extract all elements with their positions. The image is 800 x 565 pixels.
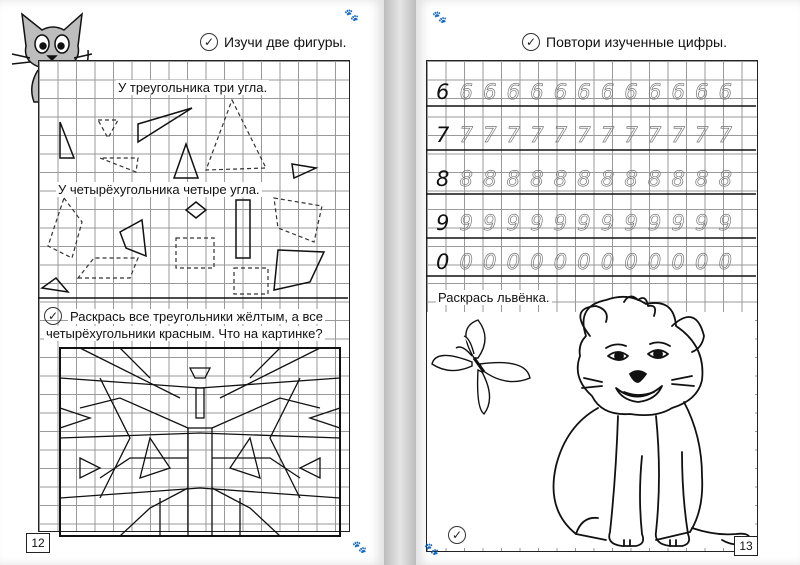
task2-heading	[44, 307, 325, 325]
page-number-box-right: 13	[734, 536, 758, 556]
task2-title-right: Раскрась львёнка.	[438, 290, 550, 305]
page-number-box: 12	[26, 533, 50, 553]
digit-row-6: 6 6 6 6 6 6 6 6 6 6 6 6 6	[436, 80, 732, 104]
right-page	[416, 0, 800, 565]
digit-sample: 8	[436, 167, 450, 191]
digit-row-7: 7 7 7 7 7 7 7 7 7 7 7 7 7	[436, 123, 732, 147]
left-page	[0, 0, 384, 565]
digit-row-0: 0 0 0 0 0 0 0 0 0 0 0 0 0	[436, 250, 732, 274]
digit-sample: 7	[436, 123, 450, 147]
check-icon: ✓	[522, 33, 540, 51]
triangle-text: У треугольника три угла.	[118, 80, 268, 95]
book-gutter	[384, 0, 416, 565]
paw-icon: 🐾	[352, 540, 367, 554]
task2-line1: Раскрась все треугольники жёлтым, а все	[70, 308, 323, 324]
task1-title: Изучи две фигуры.	[224, 34, 347, 50]
task2-line2: четырёхугольники красным. Что на картинке?	[46, 326, 323, 341]
paw-icon: 🐾	[424, 542, 439, 556]
check-icon: ✓	[44, 307, 62, 325]
digit-row-9: 9 9 9 9 9 9 9 9 9 9 9 9 9	[436, 211, 732, 235]
digit-sample: 9	[436, 211, 450, 235]
digit-sample: 0	[436, 250, 450, 274]
paw-icon: 🐾	[432, 10, 447, 24]
check-icon: ✓	[200, 33, 218, 51]
check-icon: ✓	[448, 526, 466, 544]
paw-icon: 🐾	[344, 8, 359, 22]
task1-title-right: Повтори изученные цифры.	[546, 34, 727, 50]
task1-heading-right	[522, 33, 727, 51]
mosaic-butterfly-icon	[60, 348, 340, 536]
quad-text: У четырёхугольника четыре угла.	[58, 182, 260, 197]
digit-row-8: 8 8 8 8 8 8 8 8 8 8 8 8 8	[436, 167, 732, 191]
lion-cub-icon	[506, 296, 756, 554]
digit-sample: 6	[436, 80, 450, 104]
task1-heading	[200, 33, 346, 51]
